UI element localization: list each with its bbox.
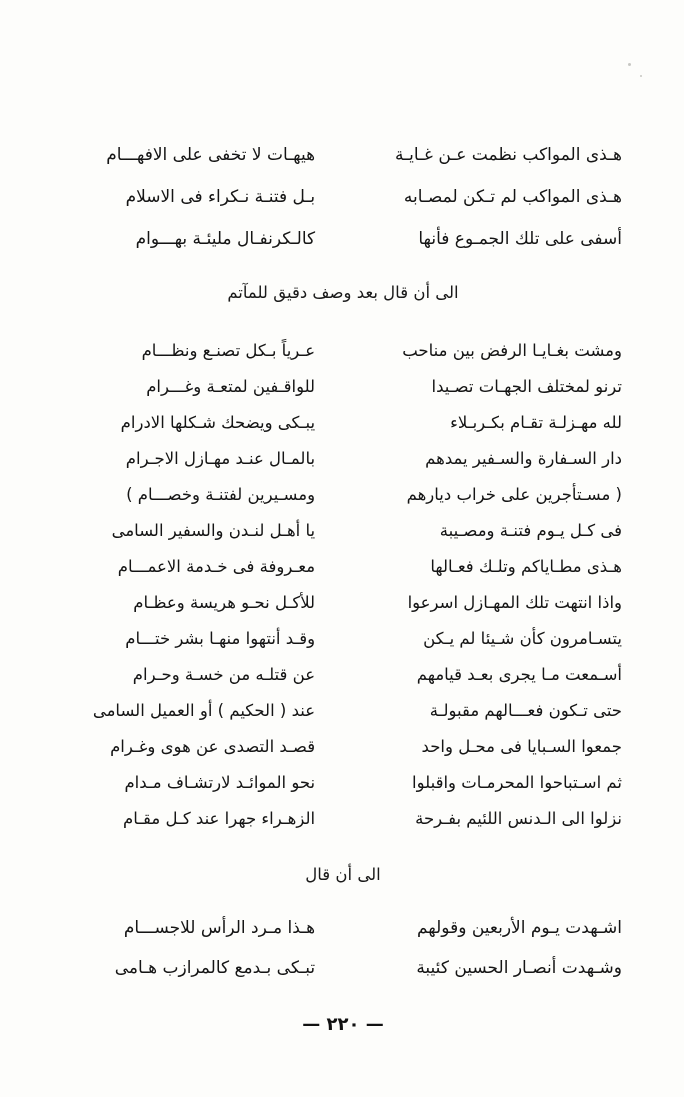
verse-hemistich-left: نحو الموائـد لارتشـاف مـدام [124,772,316,792]
verse-line [64,368,622,404]
verse-hemistich-right: ترنو لمختلف الجهـات تصـيدا [431,376,622,396]
verse-hemistich-right: أسفى على تلك الجمـوع فأنها [418,229,622,249]
verse-hemistich-right: هـذى مطـاياكم وتلـك فعـالها [430,556,622,576]
verse-hemistich-left: معـروفة فى خـدمة الاعمـــام [117,556,316,576]
verse-line [64,332,622,368]
verse-line [64,134,622,176]
verse-hemistich-left: عند ( الحكيم ) أو العميل السامى [92,700,316,720]
verse-hemistich-right: يتسـامرون كأن شـيئا لم يـكن [423,628,622,648]
verse-block-2 [64,332,622,836]
verse-hemistich-left: هيهـات لا تخفى على الافهـــام [106,145,316,165]
verse-hemistich-left: للواقـفين لمتعـة وغـــرام [146,376,316,396]
verse-line [64,512,622,548]
verse-line [64,218,622,260]
verse-hemistich-right: وشـهدت أنصـار الحسين كئيبة [416,958,622,978]
verse-hemistich-left: هـذا مـرد الرأس للاجســـام [123,918,316,938]
verse-hemistich-right: فى كـل يـوم فتنـة ومصـيبة [439,520,622,540]
verse-line [64,800,622,836]
section-heading-2: الى أن قال [305,865,381,884]
verse-block-1 [64,134,622,260]
verse-hemistich-left: يبـكى ويضحك شـكلها الادرام [120,412,316,432]
scan-speck [628,63,631,66]
verse-line [64,476,622,512]
verse-hemistich-right: ثم اسـتباحوا المحرمـات واقبلوا [412,772,622,792]
verse-line [64,548,622,584]
verse-line [64,404,622,440]
verse-hemistich-left: عـرياً بـكل تصنـع ونظـــام [141,340,316,360]
verse-hemistich-left: يا أهـل لنـدن والسفير السامى [111,520,316,540]
verse-line [64,656,622,692]
verse-line [64,692,622,728]
page-number: — ٢٢٠ — [302,1014,384,1035]
verse-line [64,728,622,764]
verse-line [64,764,622,800]
verse-hemistich-right: اشـهدت يـوم الأربعين وقولهم [416,918,622,938]
verse-hemistich-left: بـل فتنـة نـكراء فى الاسلام [125,187,316,207]
verse-hemistich-right: أسـمعت مـا يجرى بعـد قيامهم [416,664,622,684]
verse-block-3 [64,908,622,988]
verse-hemistich-left: الزهـراء جهرا عند كـل مقـام [122,808,316,828]
verse-hemistich-left: عن قتلـه من خسـة وحـرام [132,664,316,684]
verse-hemistich-left: للأكـل نحـو هريسة وعظـام [133,592,316,612]
verse-line [64,584,622,620]
verse-hemistich-right: نزلوا الى الـدنس اللئيم بفـرحة [415,808,622,828]
verse-hemistich-right: حتى تـكون فعـــالهم مقبولـة [429,700,622,720]
verse-line [64,948,622,988]
section-heading-1: الى أن قال بعد وصف دقيق للمآتم [227,283,459,302]
verse-hemistich-left: قصـد التصدى عن هوى وغـرام [110,736,316,756]
verse-line [64,908,622,948]
verse-hemistich-left: وقـد أنتهوا منهـا بشر ختـــام [125,628,316,648]
verse-line [64,176,622,218]
verse-hemistich-right: جمعوا السـبايا فى محـل واحد [421,736,622,756]
verse-hemistich-left: كالـكرنفـال مليئـة بهـــوام [135,229,316,249]
verse-hemistich-right: هـذى المواكب نظمت عـن غـايـة [395,145,622,165]
verse-hemistich-right: دار السـفارة والسـفير يمدهم [425,448,622,468]
verse-hemistich-left: ومسـيرين لفتنـة وخصـــام ) [126,484,316,504]
verse-hemistich-right: ومشت بغـايـا الرفض بين مناحب [402,340,622,360]
verse-line [64,620,622,656]
verse-hemistich-right: واذا انتهت تلك المهـازل اسرعوا [407,592,622,612]
verse-hemistich-right: ( مسـتأجرين على خراب ديارهم [406,484,622,504]
verse-hemistich-right: لله مهـزلـة تقـام بكـربـلاء [450,412,622,432]
scan-speck [640,75,642,77]
verse-hemistich-left: بالمـال عنـد مهـازل الاجـرام [125,448,316,468]
verse-hemistich-left: تبـكى بـدمع كالمرازب هـامى [114,958,316,978]
verse-hemistich-right: هـذى المواكب لم تـكن لمصـابه [403,187,622,207]
verse-line [64,440,622,476]
